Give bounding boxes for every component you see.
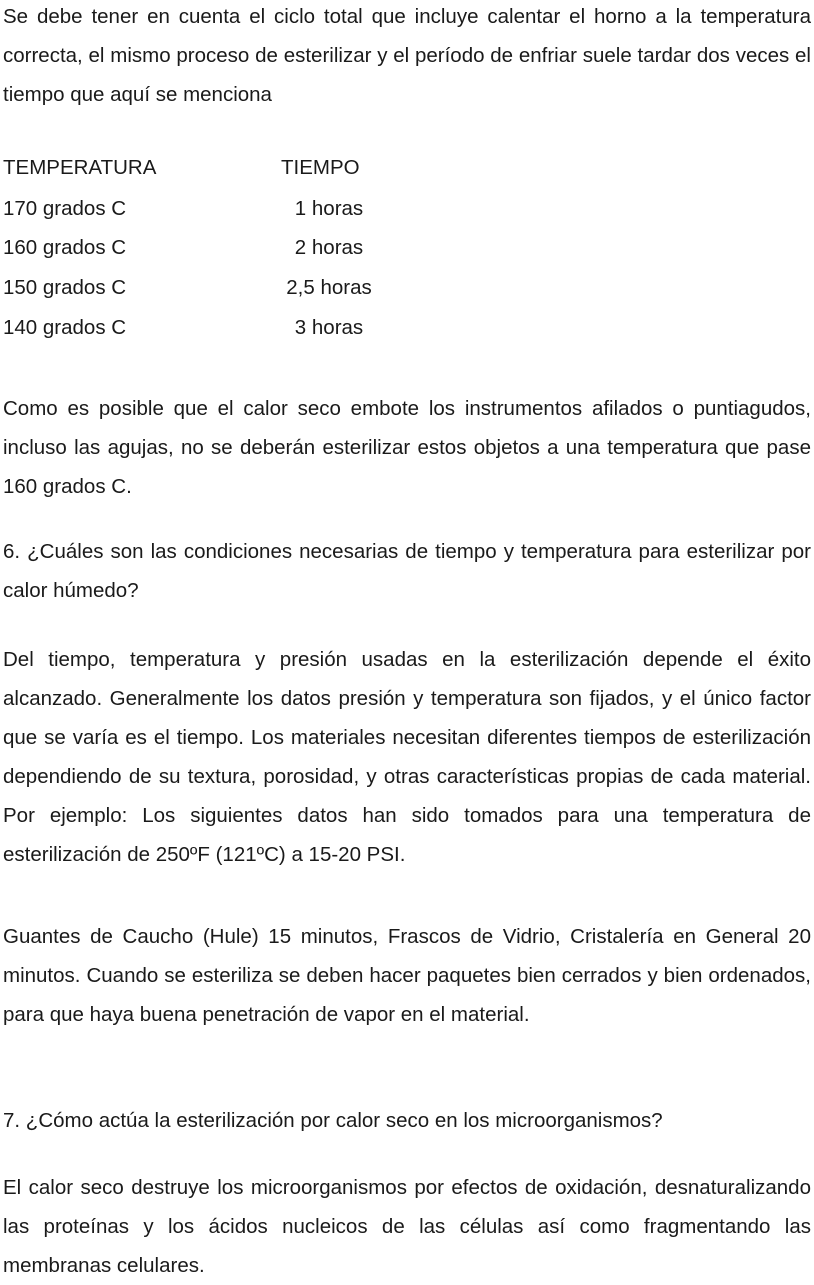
question-6-heading: 6. ¿Cuáles son las condiciones necesarias de tiempo y temperatura para esterilizar por calor húmedo?: [3, 540, 811, 602]
question-7-heading: 7. ¿Cómo actúa la esterilización por calor seco en los microorganismos?: [3, 1109, 663, 1132]
table-header-temperature: TEMPERATURA: [3, 156, 157, 179]
dry-heat-warning-paragraph: Como es posible que el calor seco embote los instrumentos afilados o puntiagudos, incluso las agujas, no se deberán esterilizar estos objetos a una temperatura que pase 160 grados C.: [3, 397, 811, 498]
table-cell-time: 2 horas: [294, 236, 364, 259]
table-cell-temperature: 170 grados C: [3, 197, 127, 220]
answer-6-examples-paragraph: Guantes de Caucho (Hule) 15 minutos, Frascos de Vidrio, Cristalería en General 20 minutos. Cuando se esteriliza se deben hacer paquetes bien cerrados y bien ordenados, para que haya buena penetración de vapor en el material.: [3, 925, 811, 1026]
answer-6-paragraph: Del tiempo, temperatura y presión usadas en la esterilización depende el éxito alcanzado. Generalmente los datos presión y temperatura son fijados, y el único factor que se varía es el tiempo. Los materiales necesitan diferentes tiempos de esterilización dependiendo de su textura, porosidad, y otras características propias de cada material. Por ejemplo: Los siguientes datos han sido tomados para una temperatura de esterilización de 250ºF (121ºC) a 15-20 PSI.: [3, 648, 811, 866]
table-cell-temperature: 160 grados C: [3, 236, 127, 259]
answer-7-paragraph: El calor seco destruye los microorganismos por efectos de oxidación, desnaturalizando las proteínas y los ácidos nucleicos de las células así como fragmentando las membranas celulares.: [3, 1176, 811, 1277]
table-cell-time: 1 horas: [294, 197, 364, 220]
table-header-time: TIEMPO: [281, 156, 360, 179]
table-cell-temperature: 150 grados C: [3, 276, 127, 299]
intro-paragraph: Se debe tener en cuenta el ciclo total que incluye calentar el horno a la temperatura correcta, el mismo proceso de esterilizar y el período de enfriar suele tardar dos veces el tiempo que aquí se menciona: [3, 5, 811, 106]
table-cell-time: 2,5 horas: [286, 276, 372, 299]
table-cell-time: 3 horas: [294, 316, 364, 339]
table-cell-temperature: 140 grados C: [3, 316, 127, 339]
